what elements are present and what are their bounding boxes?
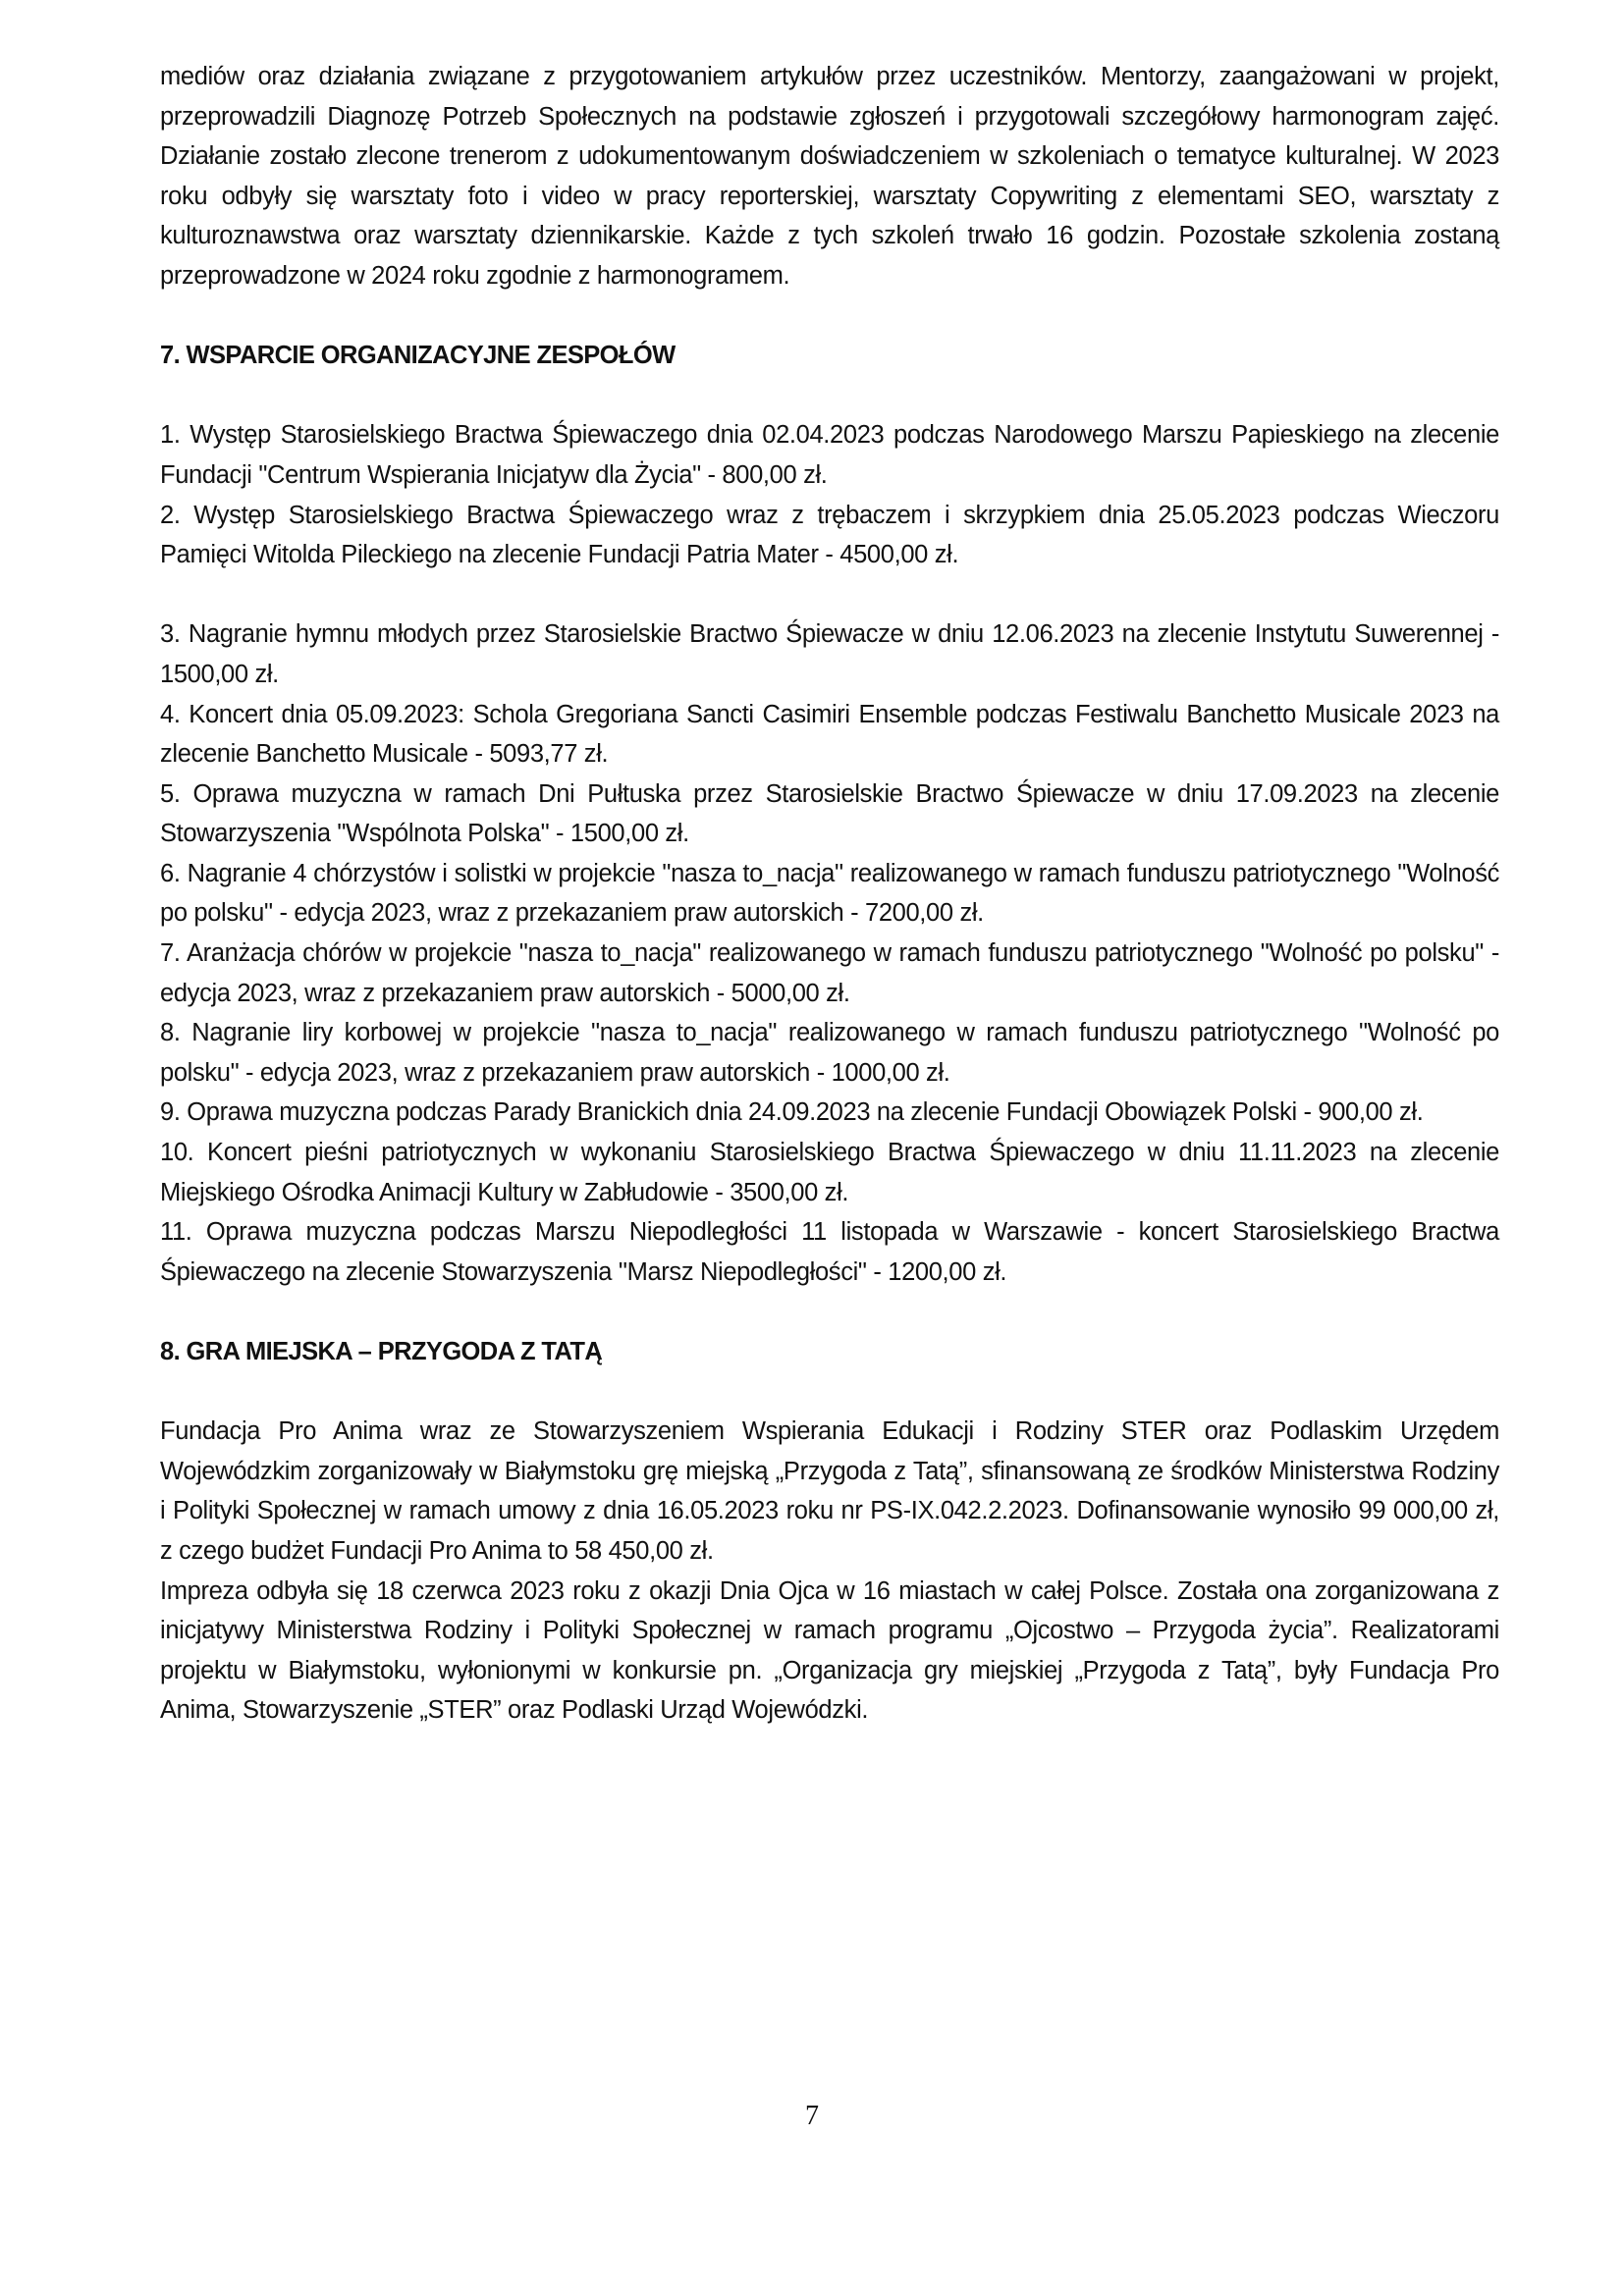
section-8-heading: 8. GRA MIEJSKA – PRZYGODA Z TATĄ (160, 1338, 603, 1365)
section-7-list (160, 415, 1499, 1292)
document-page (160, 57, 1499, 1731)
intro-paragraph: mediów oraz działania związane z przygotowaniem artykułów przez uczestników. Mentorzy, zaangażowani w projekt, przeprowadzili Diagnozę Potrzeb Społecznych na podstawie zgłoszeń i przygotowali szczegółowy harmonogram zajęć. Działanie zostało zlecone trenerom z udokumentowanym doświadczeniem w szkoleniach o tematyce kulturalnej. W 2023 roku odbyły się warsztaty foto i video w pracy reporterskiej, warsztaty Copywriting z elementami SEO, warsztaty z kulturoznawstwa oraz warsztaty dziennikarskie. Każde z tych szkoleń trwało 16 godzin. Pozostałe szkolenia zostaną przeprowadzone w 2024 roku zgodnie z harmonogramem. (160, 63, 1499, 290)
list-item: 9. Oprawa muzyczna podczas Parady Branickich dnia 24.09.2023 na zlecenie Fundacji Obowiązek Polski - 900,00 zł. (160, 1098, 1424, 1127)
list-item: 7. Aranżacja chórów w projekcie "nasza to_nacja" realizowanego w ramach funduszu patriotycznego "Wolność po polsku" - edycja 2023, wraz z przekazaniem praw autorskich - 5000,00 zł. (160, 939, 1499, 1007)
page-number: 7 (805, 2101, 819, 2131)
list-item: 4. Koncert dnia 05.09.2023: Schola Gregoriana Sancti Casimiri Ensemble podczas Festiwalu Banchetto Musicale 2023 na zlecenie Banchetto Musicale - 5093,77 zł. (160, 700, 1499, 769)
section-8-paragraph: Impreza odbyła się 18 czerwca 2023 roku z okazji Dnia Ojca w 16 miastach w całej Polsce. Została ona zorganizowana z inicjatywy Ministerstwa Rodziny i Polityki Społecznej w ramach programu „Ojcostwo – Przygoda życia”. Realizatorami projektu w Białymstoku, wyłonionymi w konkursie pn. „Organizacja gry miejskiej „Przygoda z Tatą”, były Fundacja Pro Anima, Stowarzyszenie „STER” oraz Podlaski Urząd Wojewódzki. (160, 1576, 1499, 1725)
list-item: 10. Koncert pieśni patriotycznych w wykonaniu Starosielskiego Bractwa Śpiewaczego w dniu 11.11.2023 na zlecenie Miejskiego Ośrodka Animacji Kultury w Zabłudowie - 3500,00 zł. (160, 1139, 1499, 1206)
list-item: 1. Występ Starosielskiego Bractwa Śpiewaczego dnia 02.04.2023 podczas Narodowego Marszu Papieskiego na zlecenie Fundacji "Centrum Wspierania Inicjatyw dla Życia" - 800,00 zł. (160, 421, 1499, 489)
spacer (160, 296, 1499, 337)
list-item: 2. Występ Starosielskiego Bractwa Śpiewaczego wraz z trębaczem i skrzypkiem dnia 25.05.2023 podczas Wieczoru Pamięci Witolda Pileckiego na zlecenie Fundacji Patria Mater - 4500,00 zł. (160, 501, 1499, 569)
list-item: 3. Nagranie hymnu młodych przez Starosielskie Bractwo Śpiewacze w dniu 12.06.2023 na zlecenie Instytutu Suwerennej - 1500,00 zł. (160, 620, 1499, 688)
section-8-paragraph: Fundacja Pro Anima wraz ze Stowarzyszeniem Wspierania Edukacji i Rodziny STER oraz Podlaskim Urzędem Wojewódzkim zorganizowały w Białymstoku grę miejską „Przygoda z Tatą”, sfinansowaną ze środków Ministerstwa Rodziny i Polityki Społecznej w ramach umowy z dnia 16.05.2023 roku nr PS-IX.042.2.2023. Dofinansowanie wynosiło 99 000,00 zł, z czego budżet Fundacji Pro Anima to 58 450,00 zł. (160, 1417, 1499, 1565)
list-item: 11. Oprawa muzyczna podczas Marszu Niepodległości 11 listopada w Warszawie - koncert Starosielskiego Bractwa Śpiewaczego na zlecenie Stowarzyszenia "Marsz Niepodległości" - 1200,00 zł. (160, 1218, 1499, 1286)
spacer (160, 1292, 1499, 1332)
section-7-heading: 7. WSPARCIE ORGANIZACYJNE ZESPOŁÓW (160, 342, 676, 370)
spacer (160, 1372, 1499, 1413)
list-item: 8. Nagranie liry korbowej w projekcie "nasza to_nacja" realizowanego w ramach funduszu patriotycznego "Wolność po polsku" - edycja 2023, wraz z przekazaniem praw autorskich - 1000,00 zł. (160, 1019, 1499, 1087)
spacer (160, 376, 1499, 416)
list-item: 6. Nagranie 4 chórzystów i solistki w projekcie "nasza to_nacja" realizowanego w ramach funduszu patriotycznego "Wolność po polsku" - edycja 2023, wraz z przekazaniem praw autorskich - 7200,00 zł. (160, 859, 1499, 928)
spacer (160, 575, 1499, 615)
list-item: 5. Oprawa muzyczna w ramach Dni Pułtuska przez Starosielskie Bractwo Śpiewacze w dniu 17.09.2023 na zlecenie Stowarzyszenia "Wspólnota Polska" - 1500,00 zł. (160, 779, 1499, 848)
